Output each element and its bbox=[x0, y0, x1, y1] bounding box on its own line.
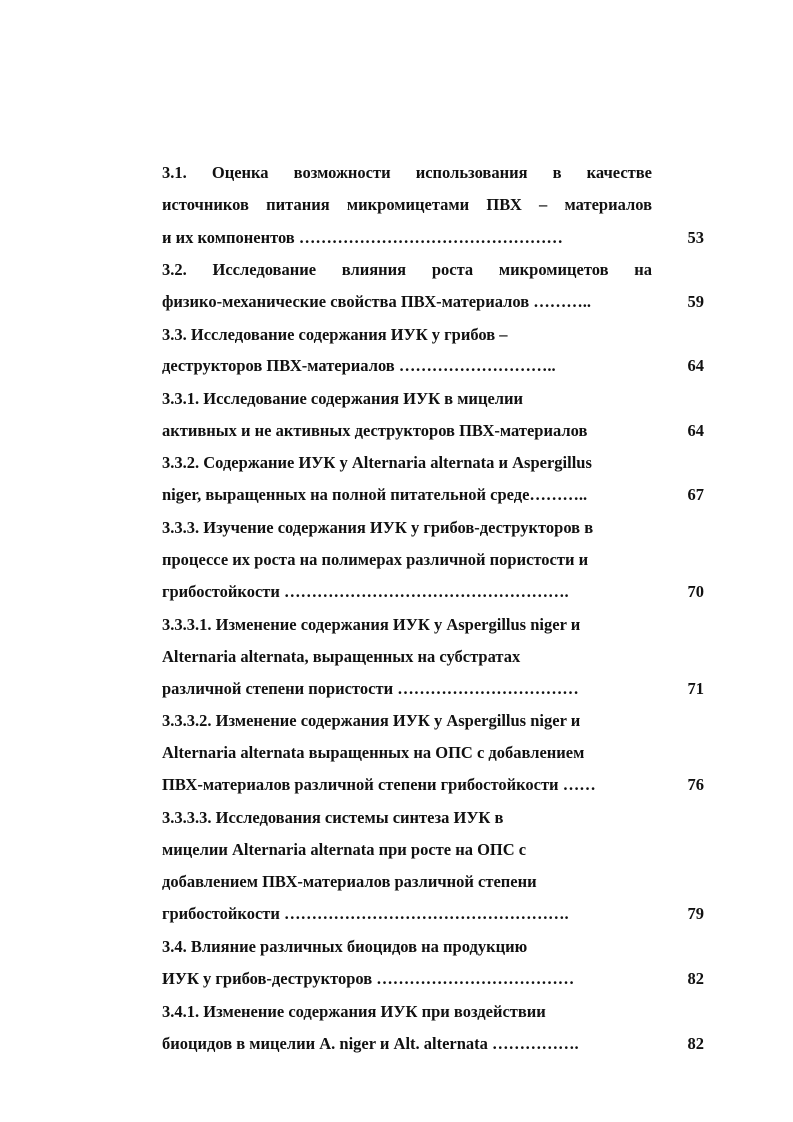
toc-entry-line: 3.4.1. Изменение содержания ИУК при воздействии bbox=[162, 1002, 546, 1021]
toc-page-number: 79 bbox=[687, 904, 704, 923]
toc-entry-line: физико-механические свойства ПВХ-материалов ……….. bbox=[162, 292, 592, 311]
toc-entry-line: 3.1. Оценка возможности использования в качестве bbox=[162, 163, 652, 182]
toc-entry-line: различной степени пористости …………………………… bbox=[162, 679, 579, 698]
toc-page-number: 82 bbox=[687, 1034, 704, 1053]
toc-entry-line: источников питания микромицетами ПВХ – материалов bbox=[162, 195, 652, 214]
toc-entry-line: грибостойкости ……………………………………………. bbox=[162, 904, 569, 923]
toc-entry-line: 3.3.1. Исследование содержания ИУК в мицелии bbox=[162, 389, 524, 408]
toc-entry-line: 3.3. Исследование содержания ИУК у грибов – bbox=[162, 325, 508, 344]
toc-page-number: 59 bbox=[687, 292, 704, 311]
toc-entry-line: 3.4. Влияние различных биоцидов на продукцию bbox=[162, 937, 528, 956]
toc-page-number: 70 bbox=[687, 582, 704, 601]
toc-entry-line: Alternaria alternata, выращенных на субстратах bbox=[162, 647, 521, 666]
toc-page-number: 67 bbox=[687, 485, 704, 504]
toc-entry-line: niger, выращенных на полной питательной среде……….. bbox=[162, 485, 588, 504]
toc-entry-line: и их компонентов ………………………………………… bbox=[162, 228, 563, 247]
toc-entry-line: добавлением ПВХ-материалов различной степени bbox=[162, 872, 537, 891]
toc-entry-line: ИУК у грибов-деструкторов ……………………………… bbox=[162, 969, 575, 988]
toc-entry-line: мицелии Alternaria alternata при росте на ОПС с bbox=[162, 840, 527, 859]
toc-page-number: 64 bbox=[687, 421, 704, 440]
toc-entry-line: 3.2. Исследование влияния роста микромицетов на bbox=[162, 260, 652, 279]
toc-entry-line: Alternaria alternata выращенных на ОПС с добавлением bbox=[162, 743, 585, 762]
toc-entry-line: биоцидов в мицелии A. niger и Alt. alternata ……………. bbox=[162, 1034, 579, 1053]
toc-entry-line: 3.3.3.3. Исследования системы синтеза ИУК в bbox=[162, 808, 504, 827]
toc-page-number: 53 bbox=[687, 228, 704, 247]
toc-entry-line: процессе их роста на полимерах различной пористости и bbox=[162, 550, 589, 569]
toc-entry-line: активных и не активных деструкторов ПВХ-материалов bbox=[162, 421, 588, 440]
toc-entry-line: 3.3.2. Содержание ИУК у Alternaria alternata и Aspergillus bbox=[162, 453, 592, 472]
toc-entry-line: деструкторов ПВХ-материалов ……………………….. bbox=[162, 356, 556, 375]
toc-page-number: 82 bbox=[687, 969, 704, 988]
toc-entry-line: ПВХ-материалов различной степени грибостойкости …… bbox=[162, 775, 596, 794]
toc-entry-line: 3.3.3. Изучение содержания ИУК у грибов-деструкторов в bbox=[162, 518, 594, 537]
toc-entry-line: 3.3.3.1. Изменение содержания ИУК у Aspergillus niger и bbox=[162, 615, 581, 634]
toc-entry-line: 3.3.3.2. Изменение содержания ИУК у Aspergillus niger и bbox=[162, 711, 581, 730]
toc-page-number: 71 bbox=[687, 679, 704, 698]
toc-page-number: 76 bbox=[687, 775, 704, 794]
toc-page-number: 64 bbox=[687, 356, 704, 375]
toc-entry-line: грибостойкости ……………………………………………. bbox=[162, 582, 569, 601]
